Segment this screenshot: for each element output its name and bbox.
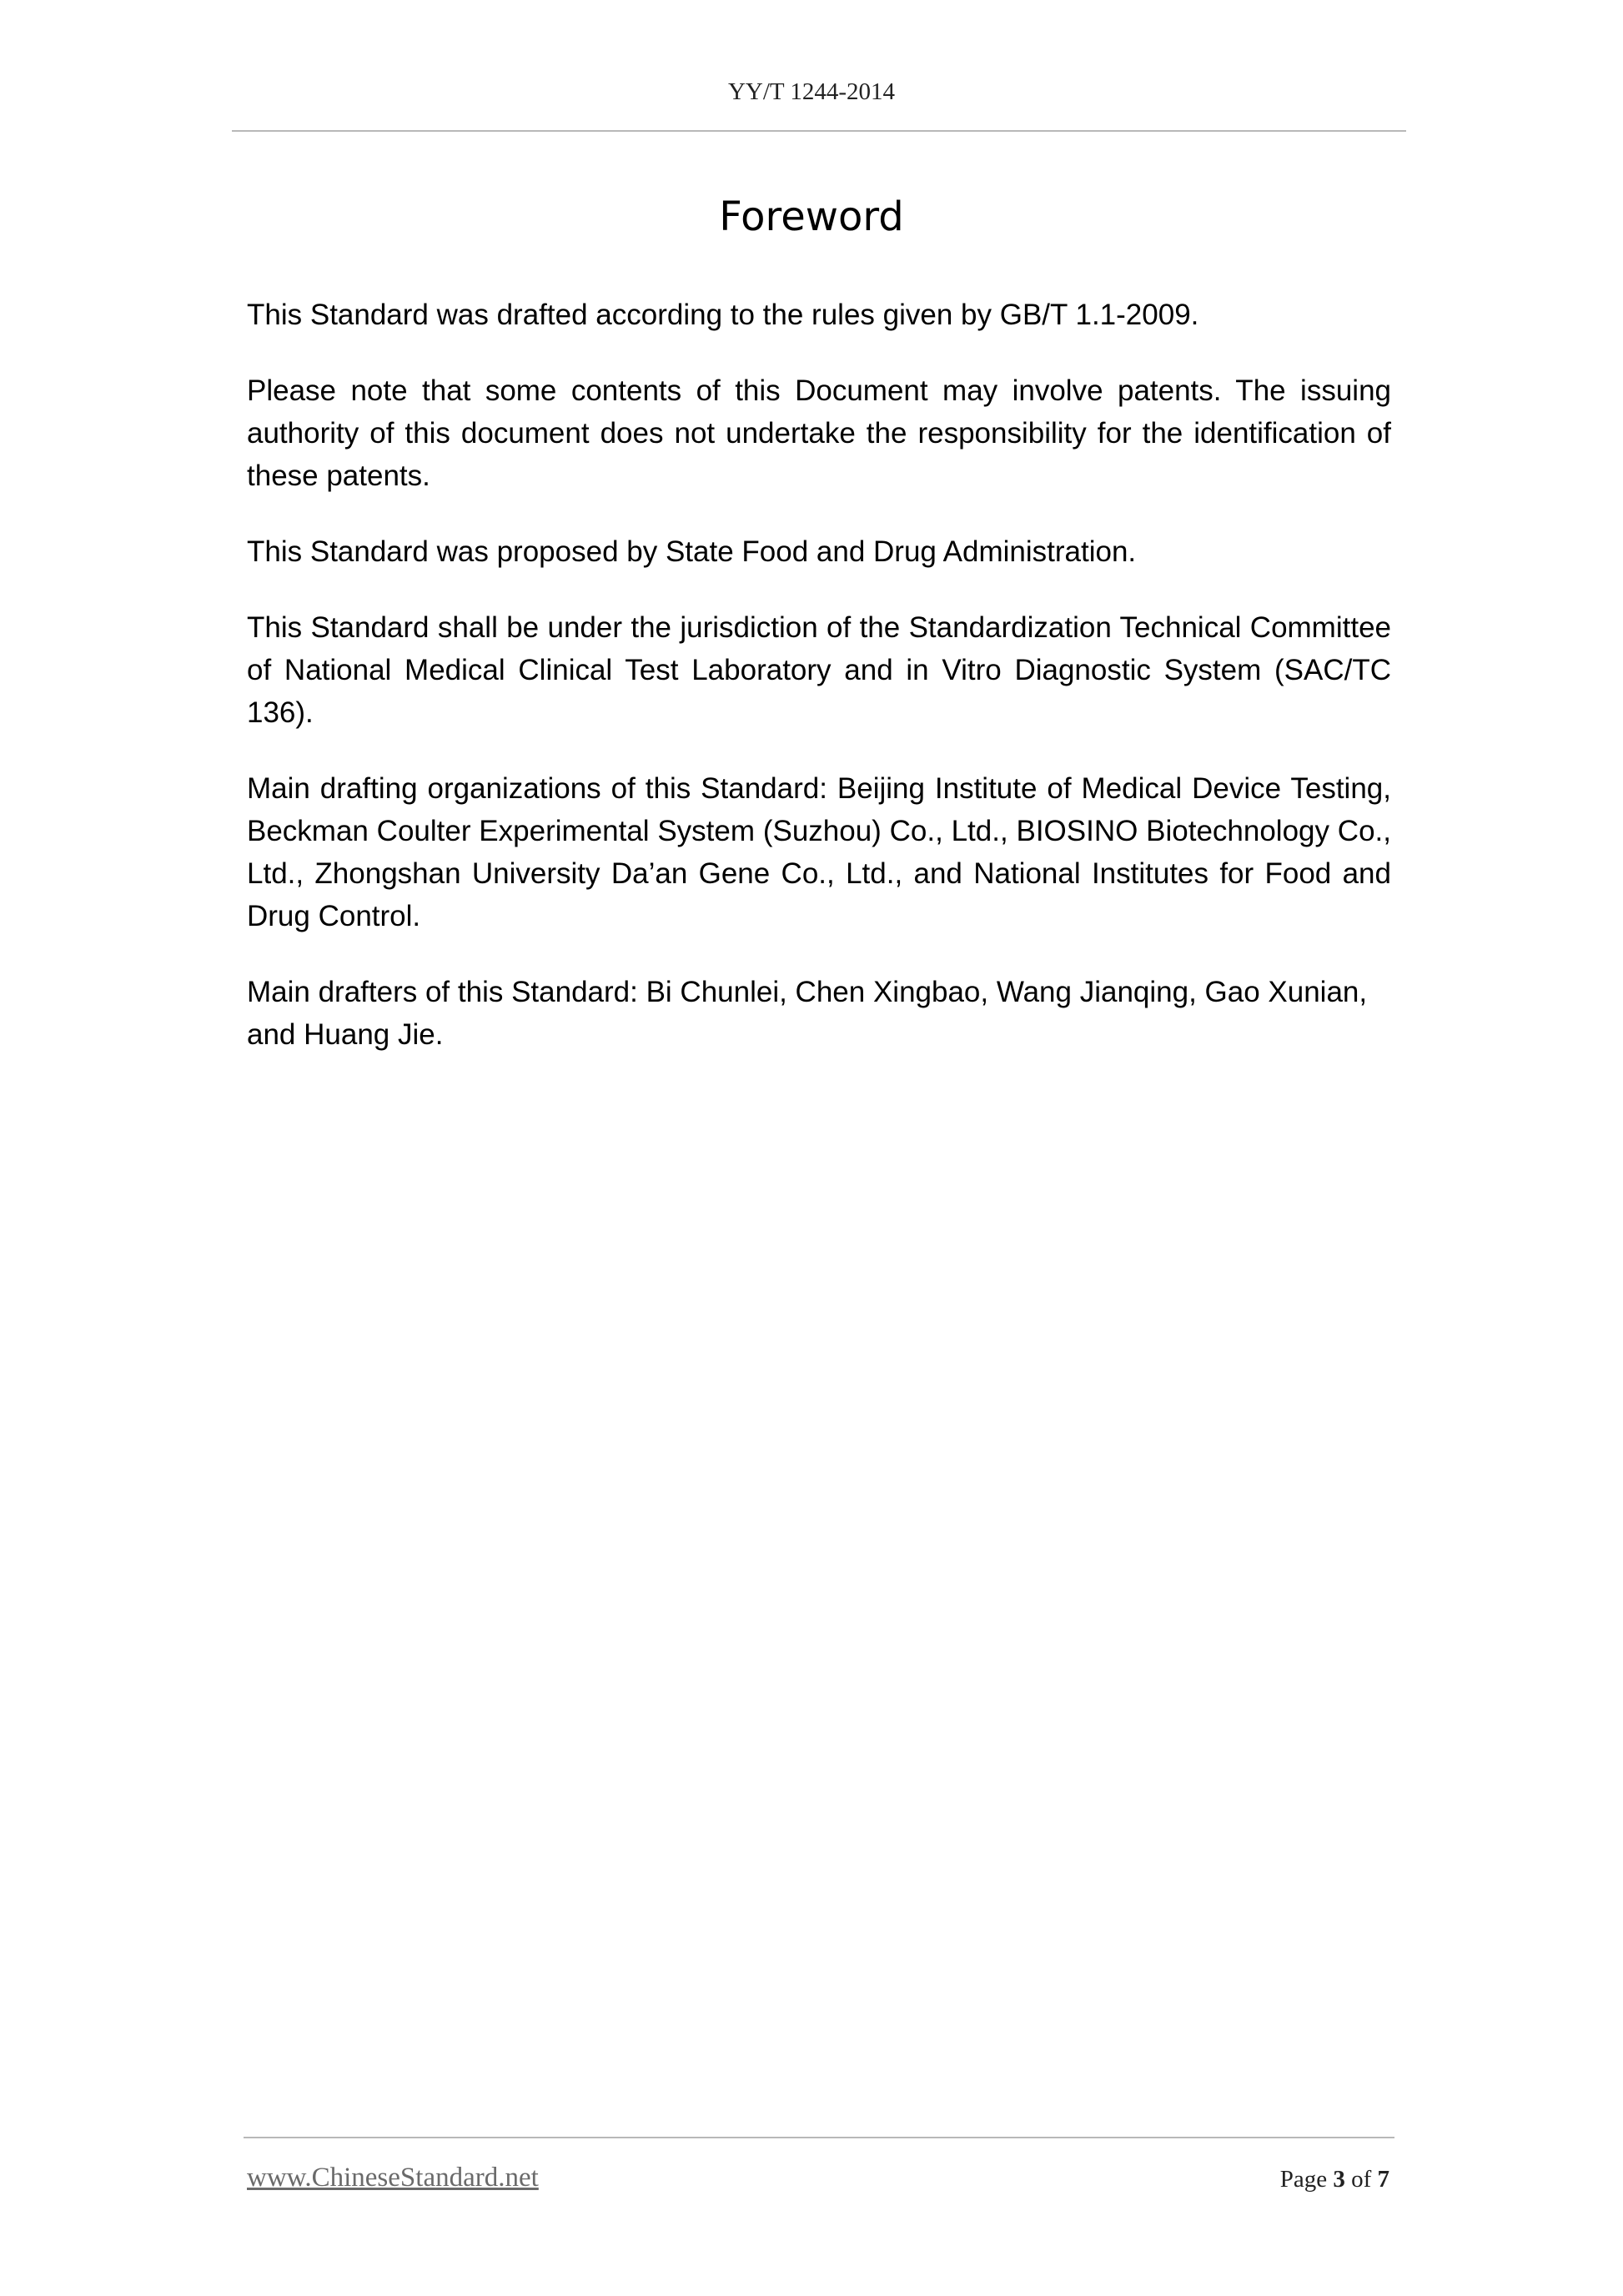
page-total: 7 bbox=[1377, 2166, 1389, 2193]
paragraph-drafting-rules: This Standard was drafted according to the rules given by GB/T 1.1-2009. bbox=[247, 299, 1199, 331]
foreword-body bbox=[247, 294, 1391, 1089]
page-current: 3 bbox=[1333, 2166, 1345, 2193]
page-prefix: Page bbox=[1279, 2166, 1328, 2193]
paragraph-drafters: Main drafters of this Standard: Bi Chunlei, Chen Xingbao, Wang Jianqing, Gao Xunian, and Huang Jie. bbox=[247, 976, 1368, 1051]
footer-website-link[interactable]: www.ChineseStandard.net bbox=[247, 2163, 539, 2193]
paragraph-proposed-by: This Standard was proposed by State Food and Drug Administration. bbox=[247, 535, 1137, 568]
page-of: of bbox=[1351, 2166, 1372, 2193]
paragraph-jurisdiction: This Standard shall be under the jurisdiction of the Standardization Technical Committee of National Medical Clinical Test Laboratory and in Vitro Diagnostic System (SAC/TC 136). bbox=[247, 611, 1391, 729]
paragraph-patents-note: Please note that some contents of this Document may involve patents. The issuing authority of this document does not undertake the responsibility for the identification of these patents. bbox=[247, 374, 1391, 492]
page-title: Foreword bbox=[719, 193, 904, 240]
footer-divider bbox=[244, 2137, 1394, 2138]
paragraph-drafting-organizations: Main drafting organizations of this Standard: Beijing Institute of Medical Device Testing, Beckman Coulter Experimental System (Suzhou) Co., Ltd., BIOSINO Biotechnology Co., Ltd., Zhongshan University Da’an Gene Co., Ltd., and National Institutes for Food and Drug Control. bbox=[247, 772, 1391, 932]
page-number bbox=[1280, 2166, 1389, 2193]
header-divider bbox=[232, 130, 1406, 132]
header-doc-code: YY/T 1244-2014 bbox=[727, 78, 896, 105]
